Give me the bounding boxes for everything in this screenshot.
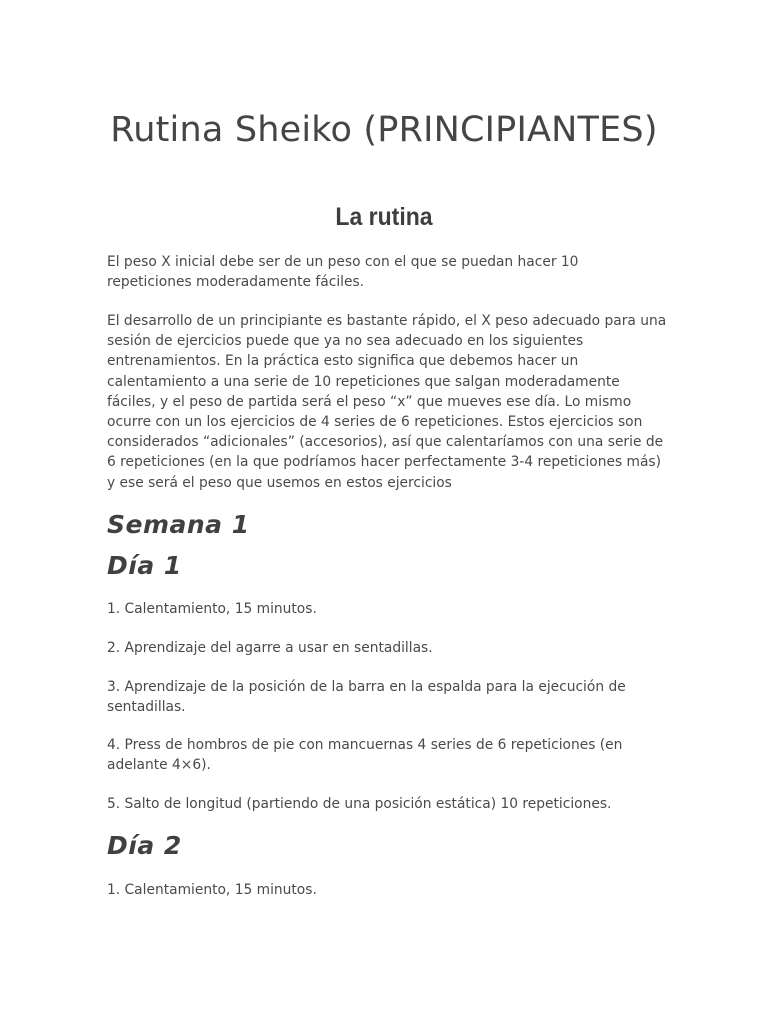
- day-1-item-4: 4. Press de hombros de pie con mancuernas 4 series de 6 repeticiones (en adelante 4×6).: [107, 737, 623, 773]
- day-2-heading: Día 2: [107, 831, 182, 860]
- day-1-item-3: 3. Aprendizaje de la posición de la barra en la espalda para la ejecución de sentadillas.: [107, 679, 626, 715]
- day-1-heading: Día 1: [107, 551, 182, 580]
- document-title: Rutina Sheiko (PRINCIPIANTES): [110, 110, 658, 150]
- day-2-item-1: 1. Calentamiento, 15 minutos.: [107, 882, 317, 898]
- day-1-item-5: 5. Salto de longitud (partiendo de una posición estática) 10 repeticiones.: [107, 796, 612, 812]
- section-title: La rutina: [335, 203, 433, 231]
- description-paragraph: El desarrollo de un principiante es bastante rápido, el X peso adecuado para una sesión de ejercicios puede que ya no sea adecuado en los siguientes entrenamientos. En la práctica esto significa que debemos hacer un calentamiento a una serie de 10 repeticiones que salgan moderadamente fáciles, y el peso de partida será el peso “x” que mueves ese día. Lo mismo ocurre con un los ejercicios de 4 series de 6 repeticiones. Estos ejercicios son considerados “adicionales” (accesorios), así que calentaríamos con una serie de 6 repeticiones (en la que podríamos hacer perfectamente 3-4 repeticiones más) y ese será el peso que usemos en estos ejercicios: [107, 313, 667, 491]
- day-1-item-1: 1. Calentamiento, 15 minutos.: [107, 601, 317, 617]
- intro-paragraph: El peso X inicial debe ser de un peso con el que se puedan hacer 10 repeticiones moderadamente fáciles.: [107, 254, 579, 291]
- day-1-item-2: 2. Aprendizaje del agarre a usar en sentadillas.: [107, 640, 433, 656]
- week-heading: Semana 1: [107, 510, 250, 539]
